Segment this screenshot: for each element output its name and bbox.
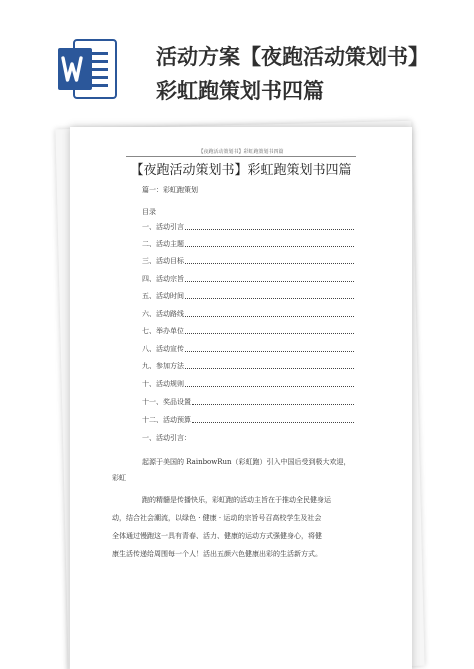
toc-item xyxy=(142,326,354,336)
document-page xyxy=(70,127,412,669)
toc-item-label: 五、活动时间 xyxy=(142,292,184,300)
toc-item xyxy=(142,256,354,266)
toc-leader xyxy=(185,368,354,369)
body-paragraph-line: 全体通过慢跑这一具有青春、活力、健康的运动方式强健身心，将健 xyxy=(112,532,322,540)
running-header: 【夜跑活动策划书】彩虹跑策划书四篇 xyxy=(198,149,284,155)
toc-item xyxy=(142,379,354,389)
toc-item xyxy=(142,291,354,301)
header-rule xyxy=(126,156,356,157)
toc-leader xyxy=(185,316,354,317)
section-label: 篇一：彩虹跑策划 xyxy=(142,186,198,194)
intro-heading: 一、活动引言： xyxy=(142,434,191,442)
toc-item-label: 七、举办单位 xyxy=(142,327,184,335)
body-paragraph-line: 动，结合社会潮流，以绿色 · 健康 · 运动的宗旨号召高校学生及社会 xyxy=(112,514,322,522)
document-title: 【夜跑活动策划书】彩虹跑策划书四篇 xyxy=(130,163,352,178)
toc-leader xyxy=(192,404,354,405)
toc-leader xyxy=(185,281,354,282)
toc-item xyxy=(142,239,354,249)
toc-item-label: 一、活动引言 xyxy=(142,223,184,231)
toc-item-label: 十二、活动预算 xyxy=(142,416,191,424)
toc-leader xyxy=(185,333,354,334)
toc-item xyxy=(142,222,354,232)
toc-leader xyxy=(192,422,354,423)
toc-item-label: 十、活动规则 xyxy=(142,380,184,388)
body-paragraph-line: 彩虹 xyxy=(112,474,126,482)
toc-item xyxy=(142,274,354,284)
toc-leader xyxy=(185,229,354,230)
toc-heading: 目录 xyxy=(142,208,156,216)
toc-item-label: 六、活动路线 xyxy=(142,310,184,318)
body-paragraph-line: 康生活传递给周围每一个人！活出五颜六色健康出彩的生活新方式。 xyxy=(112,550,322,558)
header-title xyxy=(156,40,429,108)
toc-item xyxy=(142,361,354,371)
toc-item-label: 二、活动主题 xyxy=(142,240,184,248)
toc-item-label: 十一、奖品设置 xyxy=(142,398,191,406)
toc-item-label: 九、参加方法 xyxy=(142,362,184,370)
toc-leader xyxy=(185,351,354,352)
toc-leader xyxy=(185,246,354,247)
toc-item-label: 四、活动宗旨 xyxy=(142,275,184,283)
header-title-line1: 活动方案【夜跑活动策划书】 xyxy=(156,45,429,69)
toc-item xyxy=(142,415,354,425)
toc-leader xyxy=(185,386,354,387)
body-paragraph-line: 跑的精髓是传播快乐，彩虹跑的活动主旨在于推动全民健身运 xyxy=(142,496,331,504)
toc-item-label: 三、活动目标 xyxy=(142,257,184,265)
word-doc-icon xyxy=(52,34,122,104)
toc-item-label: 八、活动宣传 xyxy=(142,345,184,353)
toc-item xyxy=(142,397,354,407)
toc-leader xyxy=(185,298,354,299)
toc-item xyxy=(142,309,354,319)
toc-leader xyxy=(185,263,354,264)
header-title-line2: 彩虹跑策划书四篇 xyxy=(156,79,324,103)
body-paragraph-line: 起源于美国的 RainbowRun（彩虹跑）引入中国后受到极大欢迎， xyxy=(142,458,351,466)
toc-item xyxy=(142,344,354,354)
